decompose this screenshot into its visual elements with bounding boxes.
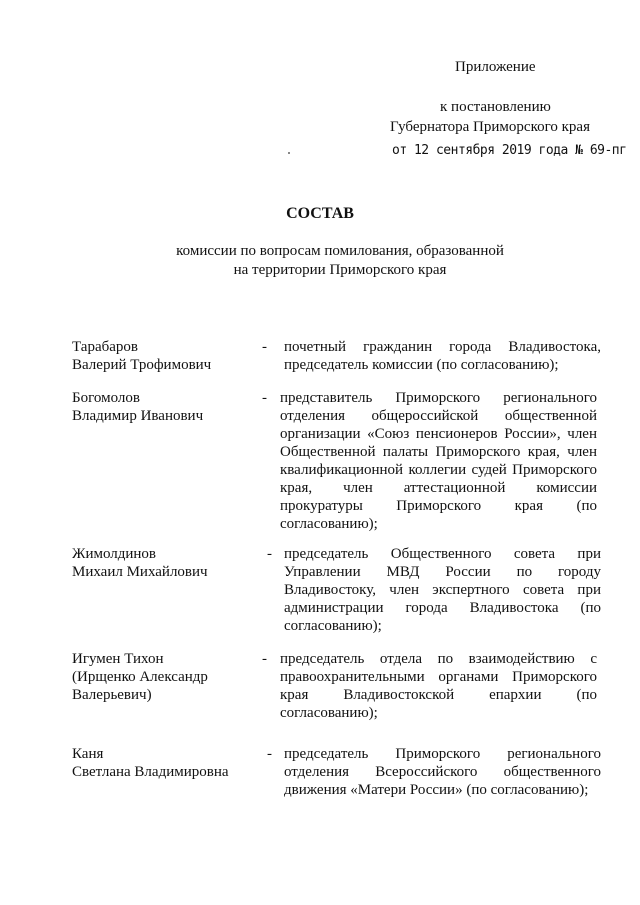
governor-reference: Губернатора Приморского края xyxy=(390,119,590,135)
member-role: председатель Приморского регионального отделения Всероссийского общественного движения «Матери России» (по согласованию); xyxy=(284,746,601,798)
member-role: представитель Приморского регионального отделения общероссийской общественной организации «Союз пенсионеров России», член Общественной палаты Приморского края, член квалификационной коллегии судей Приморского края, член аттестационной комиссии прокуратуры Приморского края (по согласованию); xyxy=(280,390,597,532)
surname: Жимолдинов xyxy=(72,546,157,562)
member-name xyxy=(72,650,252,704)
given-names: Светлана Владимировна xyxy=(72,764,229,780)
given-names: Владимир Иванович xyxy=(72,408,204,424)
surname: Тарабаров xyxy=(72,339,138,355)
dash-separator: - xyxy=(262,390,267,406)
subtitle-line: комиссии по вопросам помилования, образованной xyxy=(176,243,504,259)
decree-date-number: от 12 сентября 2019 года № 69-пг xyxy=(392,143,627,158)
dash-separator: - xyxy=(262,651,267,667)
member-name xyxy=(72,745,252,781)
dash-separator: - xyxy=(267,746,272,762)
document-title: СОСТАВ xyxy=(286,205,354,222)
given-names: Валерьевич) xyxy=(72,687,152,703)
given-names: Валерий Трофимович xyxy=(72,357,212,373)
member-role: председатель отдела по взаимодействию с правоохранительными органами Приморского края Владивостокской епархии (по согласованию); xyxy=(280,651,597,721)
dash-separator: - xyxy=(267,546,272,562)
given-names: Михаил Михайлович xyxy=(72,564,208,580)
surname: Богомолов xyxy=(72,390,140,406)
given-names: (Ирщенко Александр xyxy=(72,669,208,685)
member-name xyxy=(72,338,252,374)
scan-speck xyxy=(288,152,290,154)
appendix-label: Приложение xyxy=(455,59,536,75)
member-name xyxy=(72,545,252,581)
member-name xyxy=(72,389,252,425)
member-role: председатель Общественного совета при Управлении МВД России по городу Владивостоку, член экспертного совета при администрации города Владивостока (по согласованию); xyxy=(284,546,601,634)
subtitle-line: на территории Приморского края xyxy=(233,262,447,278)
dash-separator: - xyxy=(262,339,267,355)
surname: Каня xyxy=(72,746,104,762)
document-subtitle xyxy=(0,242,640,280)
surname: Игумен Тихон xyxy=(72,651,164,667)
member-role: почетный гражданин города Владивостока, председатель комиссии (по согласованию); xyxy=(284,339,601,373)
decree-reference: к постановлению xyxy=(440,99,551,115)
